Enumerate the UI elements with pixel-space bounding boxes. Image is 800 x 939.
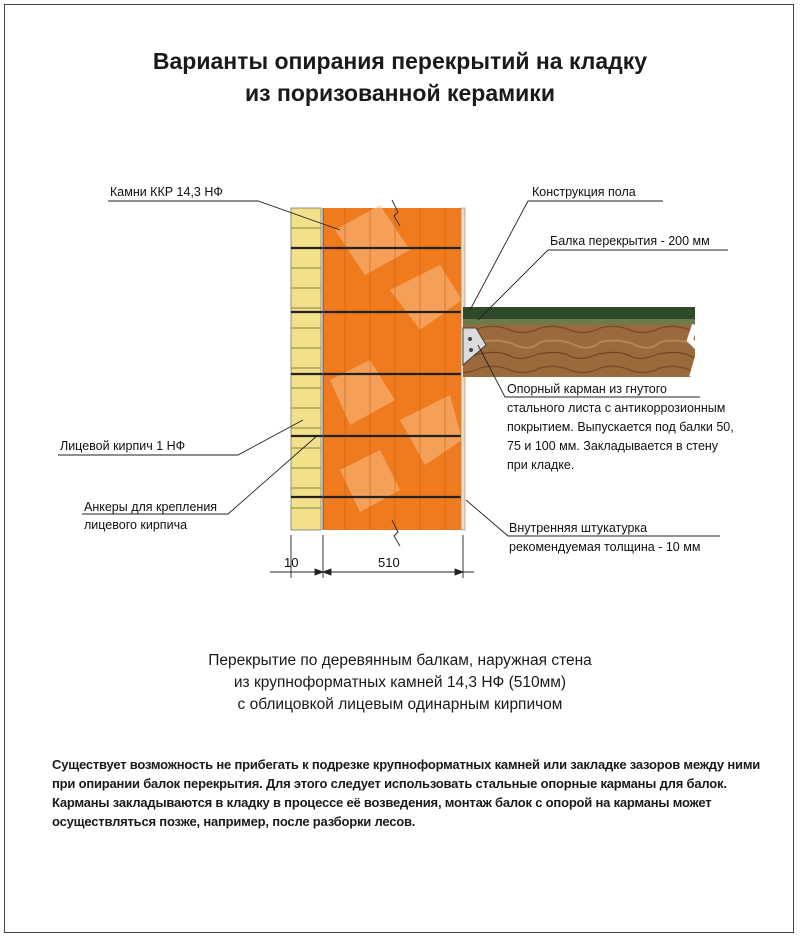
label-pocket-1: Опорный карман из гнутого [507,382,667,396]
caption-line-2: из крупноформатных камней 14,3 НФ (510мм) [233,674,567,691]
caption-line-1: Перекрытие по деревянным балкам, наружная стена [208,652,592,669]
label-anchors-1: Анкеры для крепления [84,500,218,514]
page-subtitle: из поризованной керамики [245,80,555,106]
label-pocket-5: при кладке. [507,458,575,472]
label-stones: Камни ККР 14,3 НФ [110,185,223,199]
label-floor: Конструкция пола [532,185,636,199]
label-face-brick: Лицевой кирпич 1 НФ [60,439,186,453]
label-pocket-2: стального листа с антикоррозионным [507,401,726,415]
face-brick-column [291,208,321,530]
page-title: Варианты опирания перекрытий на кладку [152,48,648,74]
floor-beam [463,325,700,377]
label-beam: Балка перекрытия - 200 мм [550,234,710,248]
dimension-right: 510 [378,555,400,570]
label-plaster-2: рекомендуемая толщина - 10 мм [509,540,701,554]
leader-floor [470,201,663,310]
dimension-left: 10 [284,555,299,570]
dimension-lines [270,535,474,578]
label-pocket-4: 75 и 100 мм. Закладывается в стену [507,439,719,453]
caption-line-3: с облицовкой лицевым одинарным кирпичом [237,696,563,713]
label-pocket-3: покрытием. Выпускается под балки 50, [507,420,734,434]
label-anchors-2: лицевого кирпича [84,518,188,532]
label-plaster-1: Внутренняя штукатурка [509,521,648,535]
floor-construction [463,307,695,325]
description-paragraph: Существует возможность не прибегать к подрезке крупноформатных камней или закладке зазоров между ними при опирании балок перекрытия. Для этого следует использовать стальные опорные карманы для балок. Карманы закладываются в кладку в процессе её возведения, монтаж балок с опорой на карманы может осуществляться позже, например, после разборки лесов. [52,757,761,829]
